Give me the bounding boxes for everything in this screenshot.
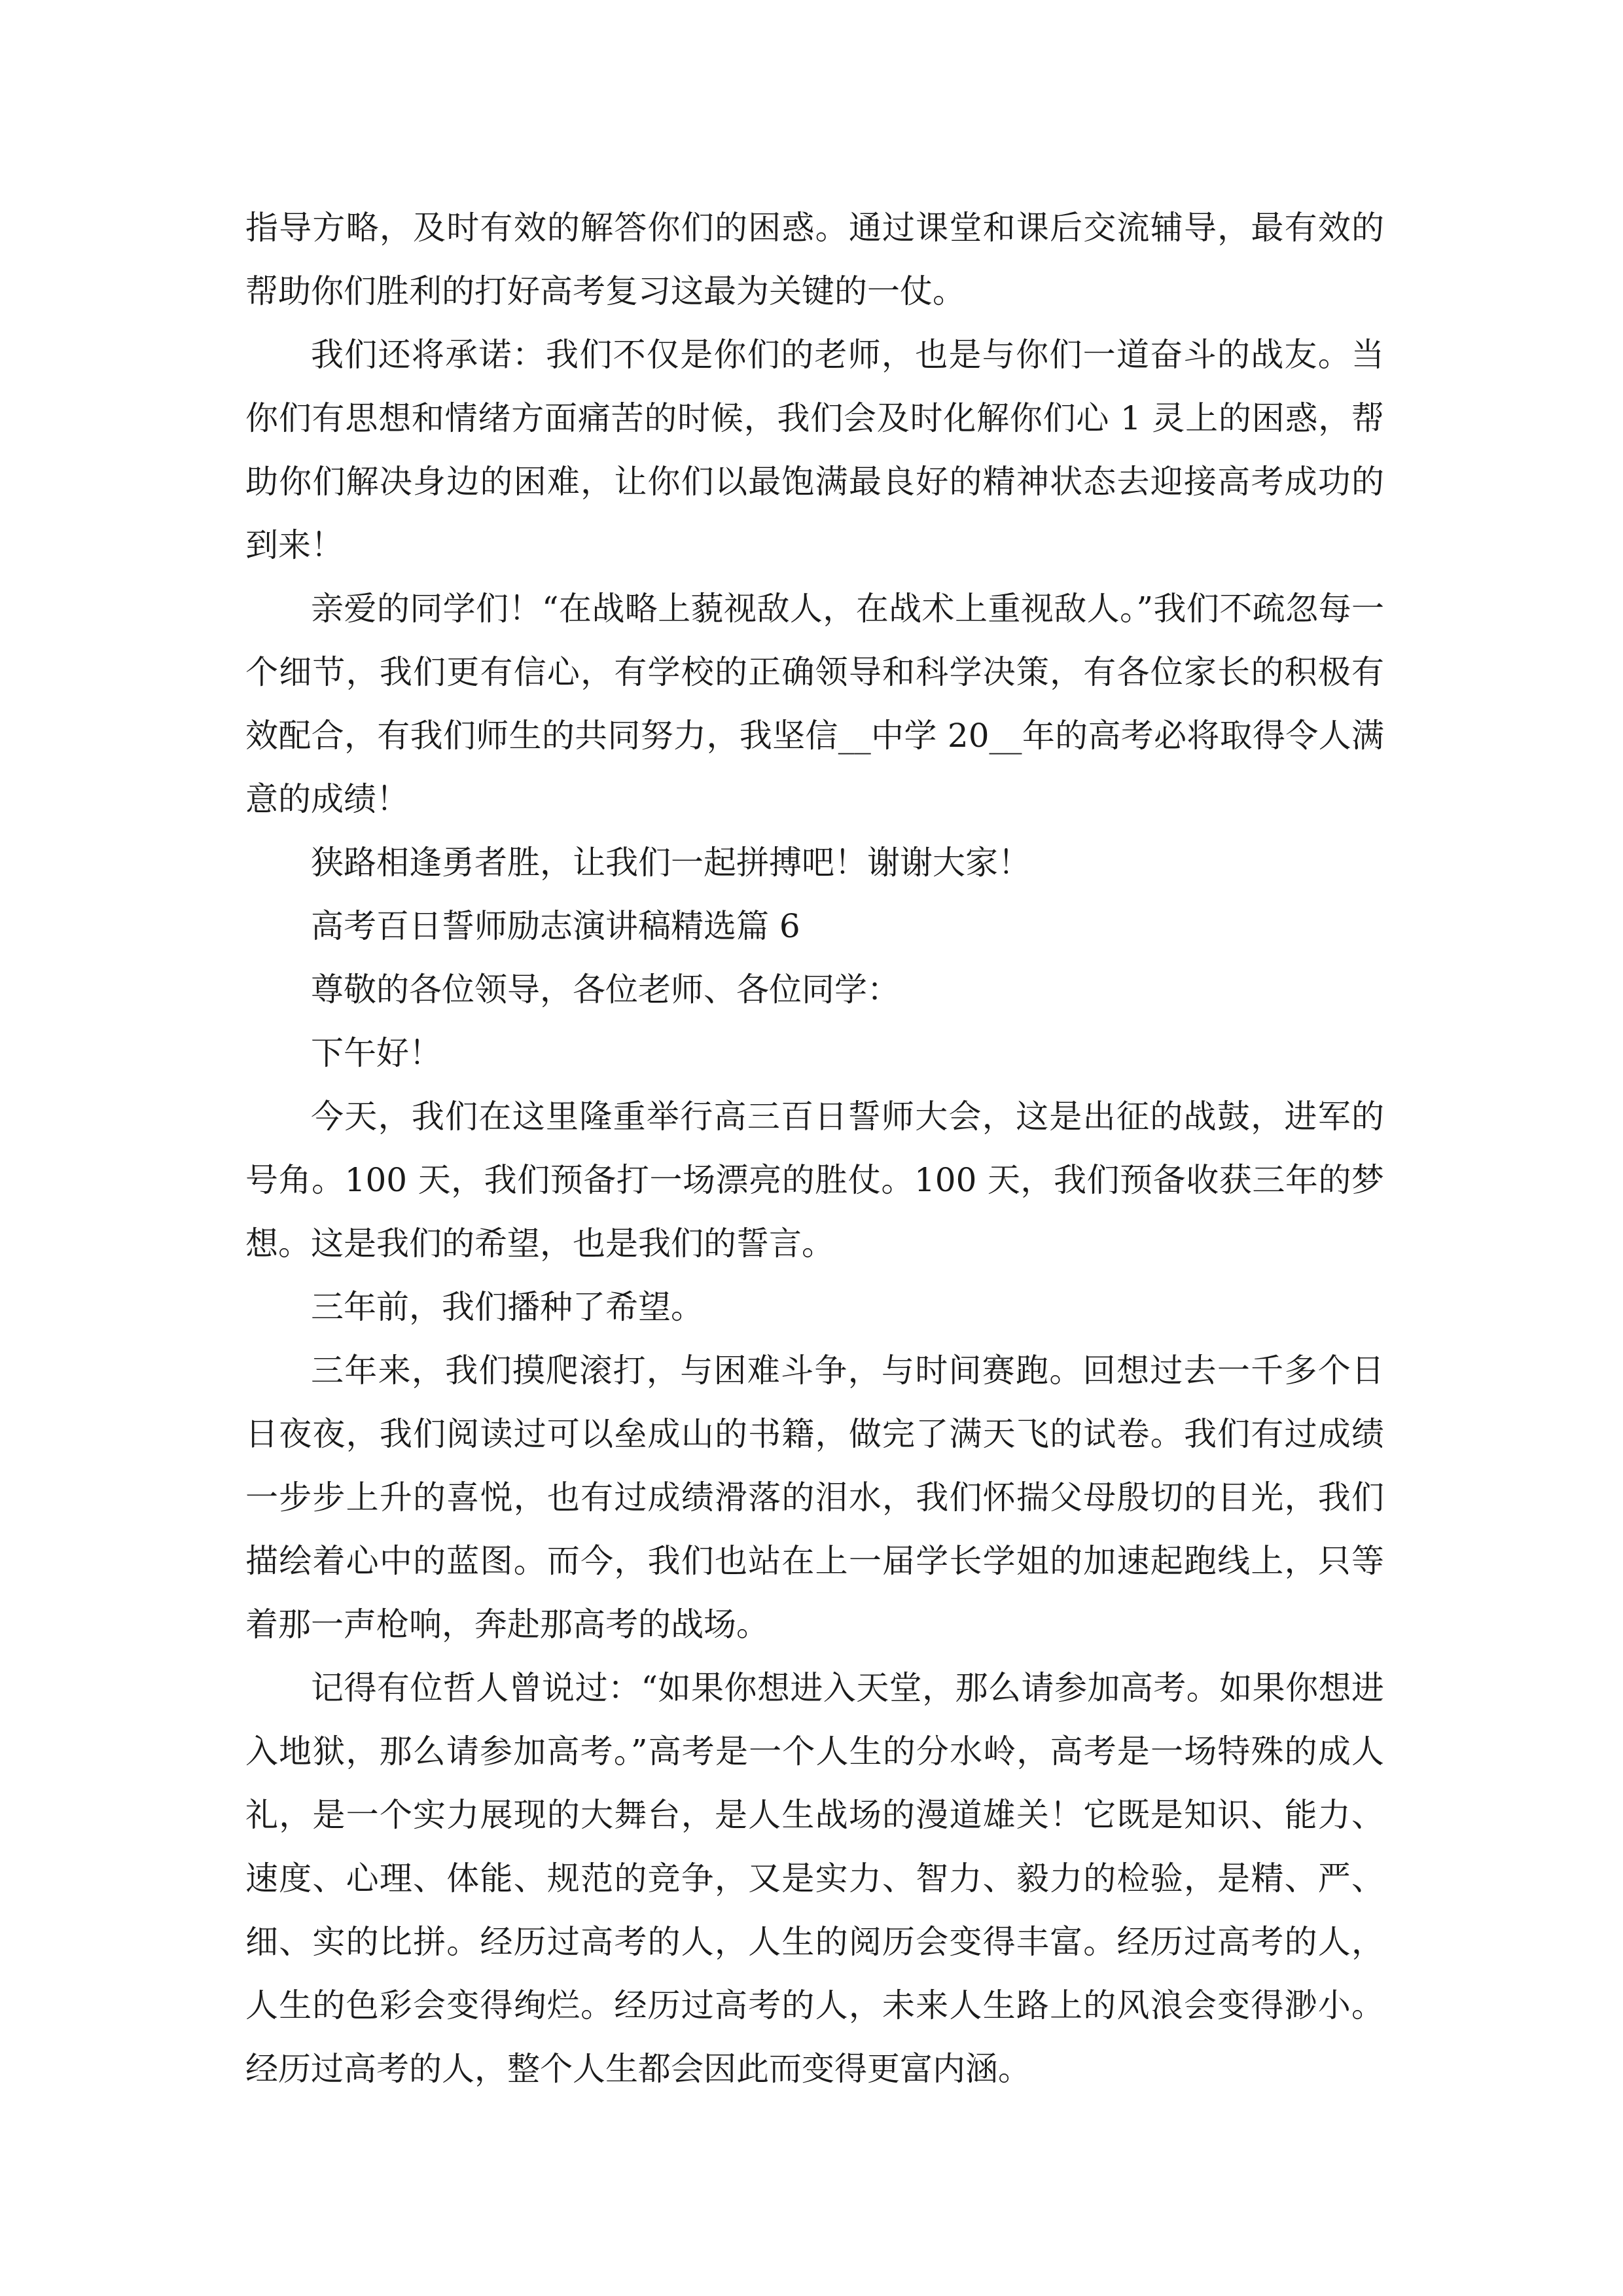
paragraph-3: 亲爱的同学们！“在战略上藐视敌人，在战术上重视敌人。”我们不疏忽每一个细节，我们更有信心，有学校的正确领导和科学决策，有各位家长的积极有效配合，有我们师生的共同努力，我坚信__中学 20__年的高考必将取得令人满意的成绩！ — [245, 590, 1384, 818]
paragraph-2: 我们还将承诺：我们不仅是你们的老师，也是与你们一道奋斗的战友。当你们有思想和情绪方面痛苦的时候，我们会及时化解你们心 1 灵上的困惑，帮助你们解决身边的困难，让你们以最饱满最良好的精神状态去迎接高考成功的到来！ — [245, 336, 1384, 564]
paragraph-10: 三年来，我们摸爬滚打，与困难斗争，与时间赛跑。回想过去一千多个日日夜夜，我们阅读过可以垒成山的书籍，做完了满天飞的试卷。我们有过成绩一步步上升的喜悦，也有过成绩滑落的泪水，我们怀揣父母殷切的目光，我们描绘着心中的蓝图。而今，我们也站在上一届学长学姐的加速起跑线上，只等着那一声枪响，奔赴那高考的战场。 — [245, 1352, 1384, 1643]
salutation: 尊敬的各位领导，各位老师、各位同学： — [311, 971, 900, 1009]
paragraph-4: 狭路相逢勇者胜，让我们一起拼搏吧！谢谢大家！ — [311, 844, 1031, 882]
paragraph-1: 指导方略，及时有效的解答你们的困惑。通过课堂和课后交流辅导，最有效的帮助你们胜利的打好高考复习这最为关键的一仗。 — [245, 209, 1384, 310]
section-heading: 高考百日誓师励志演讲稿精选篇 6 — [311, 907, 800, 945]
paragraph-9: 三年前，我们播种了希望。 — [311, 1288, 704, 1326]
paragraph-8: 今天，我们在这里隆重举行高三百日誓师大会，这是出征的战鼓，进军的号角。100 天，我们预备打一场漂亮的胜仗。100 天，我们预备收获三年的梦想。这是我们的希望，也是我们的誓言。 — [245, 1098, 1384, 1263]
greeting: 下午好！ — [311, 1034, 442, 1072]
paragraph-11: 记得有位哲人曾说过：“如果你想进入天堂，那么请参加高考。如果你想进入地狱，那么请参加高考。”高考是一个人生的分水岭，高考是一场特殊的成人礼，是一个实力展现的大舞台，是人生战场的漫道雄关！它既是知识、能力、速度、心理、体能、规范的竞争，又是实力、智力、毅力的检验，是精、严、细、实的比拼。经历过高考的人，人生的阅历会变得丰富。经历过高考的人，人生的色彩会变得绚烂。经历过高考的人，未来人生路上的风浪会变得渺小。经历过高考的人，整个人生都会因此而变得更富内涵。 — [245, 1669, 1384, 2088]
document-body — [245, 196, 1384, 2101]
